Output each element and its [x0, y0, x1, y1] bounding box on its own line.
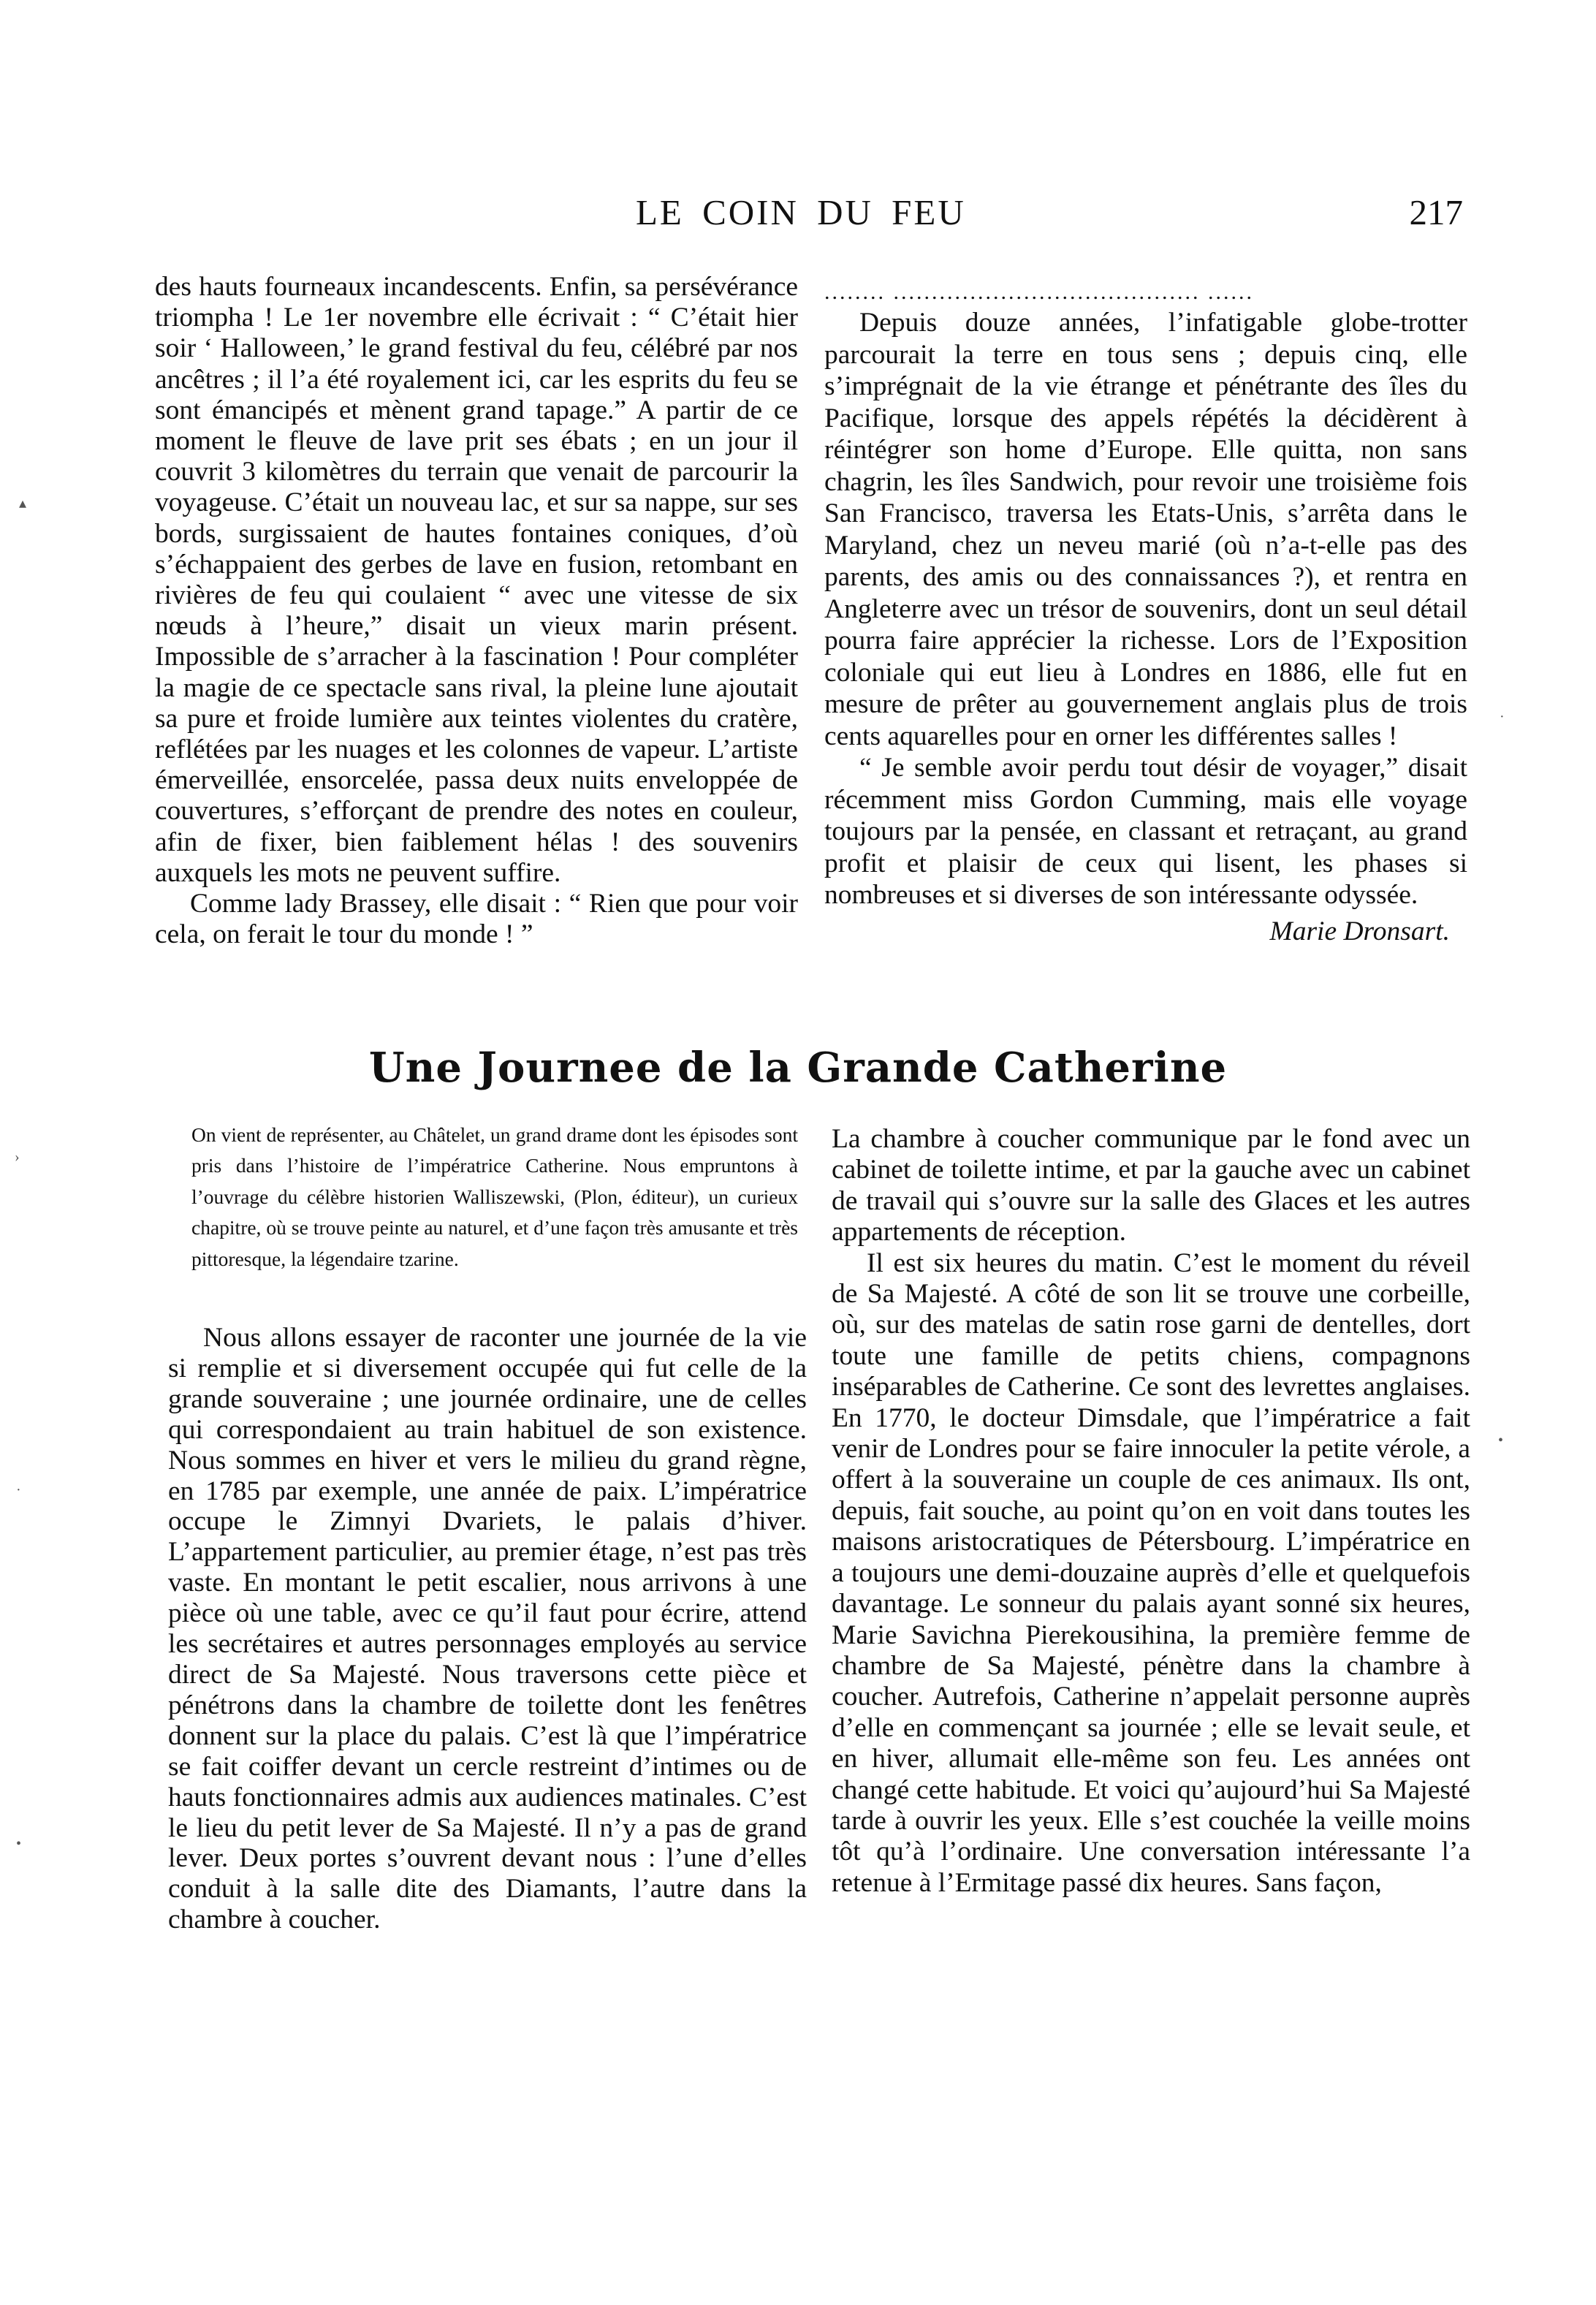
paragraph: Comme lady Brassey, elle disait : “ Rien que pour voir cela, on ferait le tour du monde ! ”	[155, 889, 798, 950]
article-title: Une Journee de la Grande Catherine	[368, 1044, 1228, 1092]
running-head: LE COIN DU FEU	[636, 192, 966, 232]
column-top-right	[824, 278, 1467, 947]
margin-mark: ›	[15, 1149, 20, 1165]
margin-mark: ▴	[19, 495, 27, 512]
margin-mark: ·	[1500, 709, 1505, 725]
paragraph: Nous allons essayer de raconter une journée de la vie si remplie et si diversement occupée qui fut celle de la grande souveraine ; une journée ordinaire, une de celles qui correspondaient au train habituel de son existence. Nous sommes en hiver et vers le milieu du grand règne, en 1785 par exemple, une année de paix. L’impératrice occupe le Zimnyi Dvariets, le palais d’hiver. L’appartement particulier, au premier étage, n’est pas très vaste. En montant le petit escalier, nous arrivons à une pièce où une table, avec ce qu’il faut pour écrire, attend les secrétaires et autres personnages employés au service direct de Sa Majesté. Nous traversons cette pièce et pénétrons dans la chambre de toilette dont les fenêtres donnent sur la place du palais. C’est là que l’impératrice se fait coiffer devant un cercle restreint d’intimes ou de hauts fonctionnaires admis aux audiences matinales. C’est le lieu du petit lever de Sa Majesté. Il n’y a pas de grand lever. Deux portes s’ouvrent devant nous : l’une d’elles conduit à la salle dite des Diamants, l’autre dans la chambre à coucher.	[168, 1323, 807, 1935]
column-bottom-left	[168, 1323, 807, 1935]
page-header	[636, 191, 1476, 243]
column-top-left	[155, 272, 798, 950]
margin-mark: ·	[16, 1482, 21, 1498]
paragraph: “ Je semble avoir perdu tout désir de voyager,” disait récemment miss Gordon Cumming, mais elle voyage toujours par la pensée, en classant et retraçant, au grand profit et plaisir de ceux qui lisent, les phases si nombreuses et si diverses de son intéressante odyssée.	[824, 753, 1467, 910]
paragraph: Il est six heures du matin. C’est le moment du réveil de Sa Majesté. A côté de son lit se trouve une corbeille, où, sur des matelas de satin rose garni de dentelles, dort toute une famille de petits chiens, compagnons inséparables de Catherine. Ce sont des levrettes anglaises. En 1770, le docteur Dimsdale, que l’impératrice a fait venir de Londres pour se faire innoculer la petite vérole, a offert à la souveraine un couple de ces animaux. Ils ont, depuis, fait souche, au point qu’on en voit dans toutes les maisons aristocratiques de Pétersbourg. L’impératrice en a toujours une demi-douzaine auprès d’elle et quelquefois davantage. Le sonneur du palais ayant sonné six heures, Marie Savichna Pierekousihina, la première femme de chambre de Sa Majesté, pénètre dans la chambre à coucher. Autrefois, Catherine n’appelait personne auprès d’elle en commençant sa journée ; elle se levait seule, et en hiver, allumait elle-même son feu. Les années ont changé cette habitude. Et voici qu’aujourd’hui Sa Majesté tarde à ouvrir les yeux. Elle s’est couchée la veille moins tôt qu’à l’ordinaire. Une conversation intéressante l’a retenue à l’Ermitage passé dix heures. Sans façon,	[832, 1248, 1470, 1898]
paragraph: des hauts fourneaux incandescents. Enfin, sa persévérance triompha ! Le 1er novembre elle écrivait : “ C’était hier soir ‘ Halloween,’ le grand festival du feu, célébré par nos ancêtres ; il l’a été royalement ici, car les esprits du feu se sont émancipés et mènent grand tapage.” A partir de ce moment le fleuve de lave prit ses ébats ; en un jour il couvrit 3 kilomètres du terrain que venait de parcourir la voyageuse. C’était un nouveau lac, et sur sa nappe, sur ses bords, surgissaient de hautes fontaines coniques, d’où s’échappaient des gerbes de lave en fusion, retombant en rivières de feu qui coulaient “ avec une vitesse de six nœuds à l’heure,” disait un vieux marin présent. Impossible de s’arracher à la fascination ! Pour compléter la magie de ce spectacle sans rival, la pleine lune ajoutait sa pure et froide lumière aux teintes violentes du cratère, reflétées par les nuages et les colonnes de vapeur. L’artiste émerveillée, ensorcelée, passa deux nuits enveloppée de couvertures, s’efforçant de prendre des notes en couleur, afin de fixer, bien faiblement hélas ! des souvenirs auxquels les mots ne peuvent suffire.	[155, 272, 798, 888]
page-number: 217	[1409, 192, 1463, 232]
column-bottom-right	[832, 1124, 1470, 1899]
dotted-separator: ........ ........................................ ......	[824, 280, 1254, 304]
margin-mark: •	[16, 1836, 22, 1852]
paragraph: La chambre à coucher communique par le fond avec un cabinet de toilette intime, et par la gauche avec un cabinet de travail qui s’ouvre sur la salle des Glaces et les autres appartements de réception.	[832, 1124, 1470, 1248]
article-intro: On vient de représenter, au Châtelet, un grand drame dont les épisodes sont pris dans l’histoire de l’impératrice Catherine. Nous empruntons à l’ouvrage du célèbre historien Walliszewski, (Plon, éditeur), un curieux chapitre, où se trouve peinte au naturel, et d’une façon très amusante et très pittoresque, la légendaire tzarine.	[191, 1123, 798, 1270]
author-signature: Marie Dronsart.	[1269, 916, 1450, 946]
paragraph: Depuis douze années, l’infatigable globe-trotter parcourait la terre en tous sens ; depuis cinq, elle s’imprégnait de la vie étrange et pénétrante des îles du Pacifique, lorsque des appels répétés la décidèrent à réintégrer son home d’Europe. Elle quitta, non sans chagrin, les îles Sandwich, pour revoir une troisième fois San Francisco, traversa les Etats-Unis, s’arrêta dans le Maryland, chez un neveu marié (où n’a-t-elle pas des parents, des amis ou des connaissances ?), et rentra en Angleterre avec un trésor de souvenirs, dont un seul détail pourra faire apprécier la richesse. Lors de l’Exposition coloniale qui eut lieu à Londres en 1886, elle fut en mesure de prêter au gouvernement anglais plus de trois cents aquarelles pour en orner les différentes salles !	[824, 308, 1467, 751]
margin-mark: •	[1498, 1432, 1504, 1448]
